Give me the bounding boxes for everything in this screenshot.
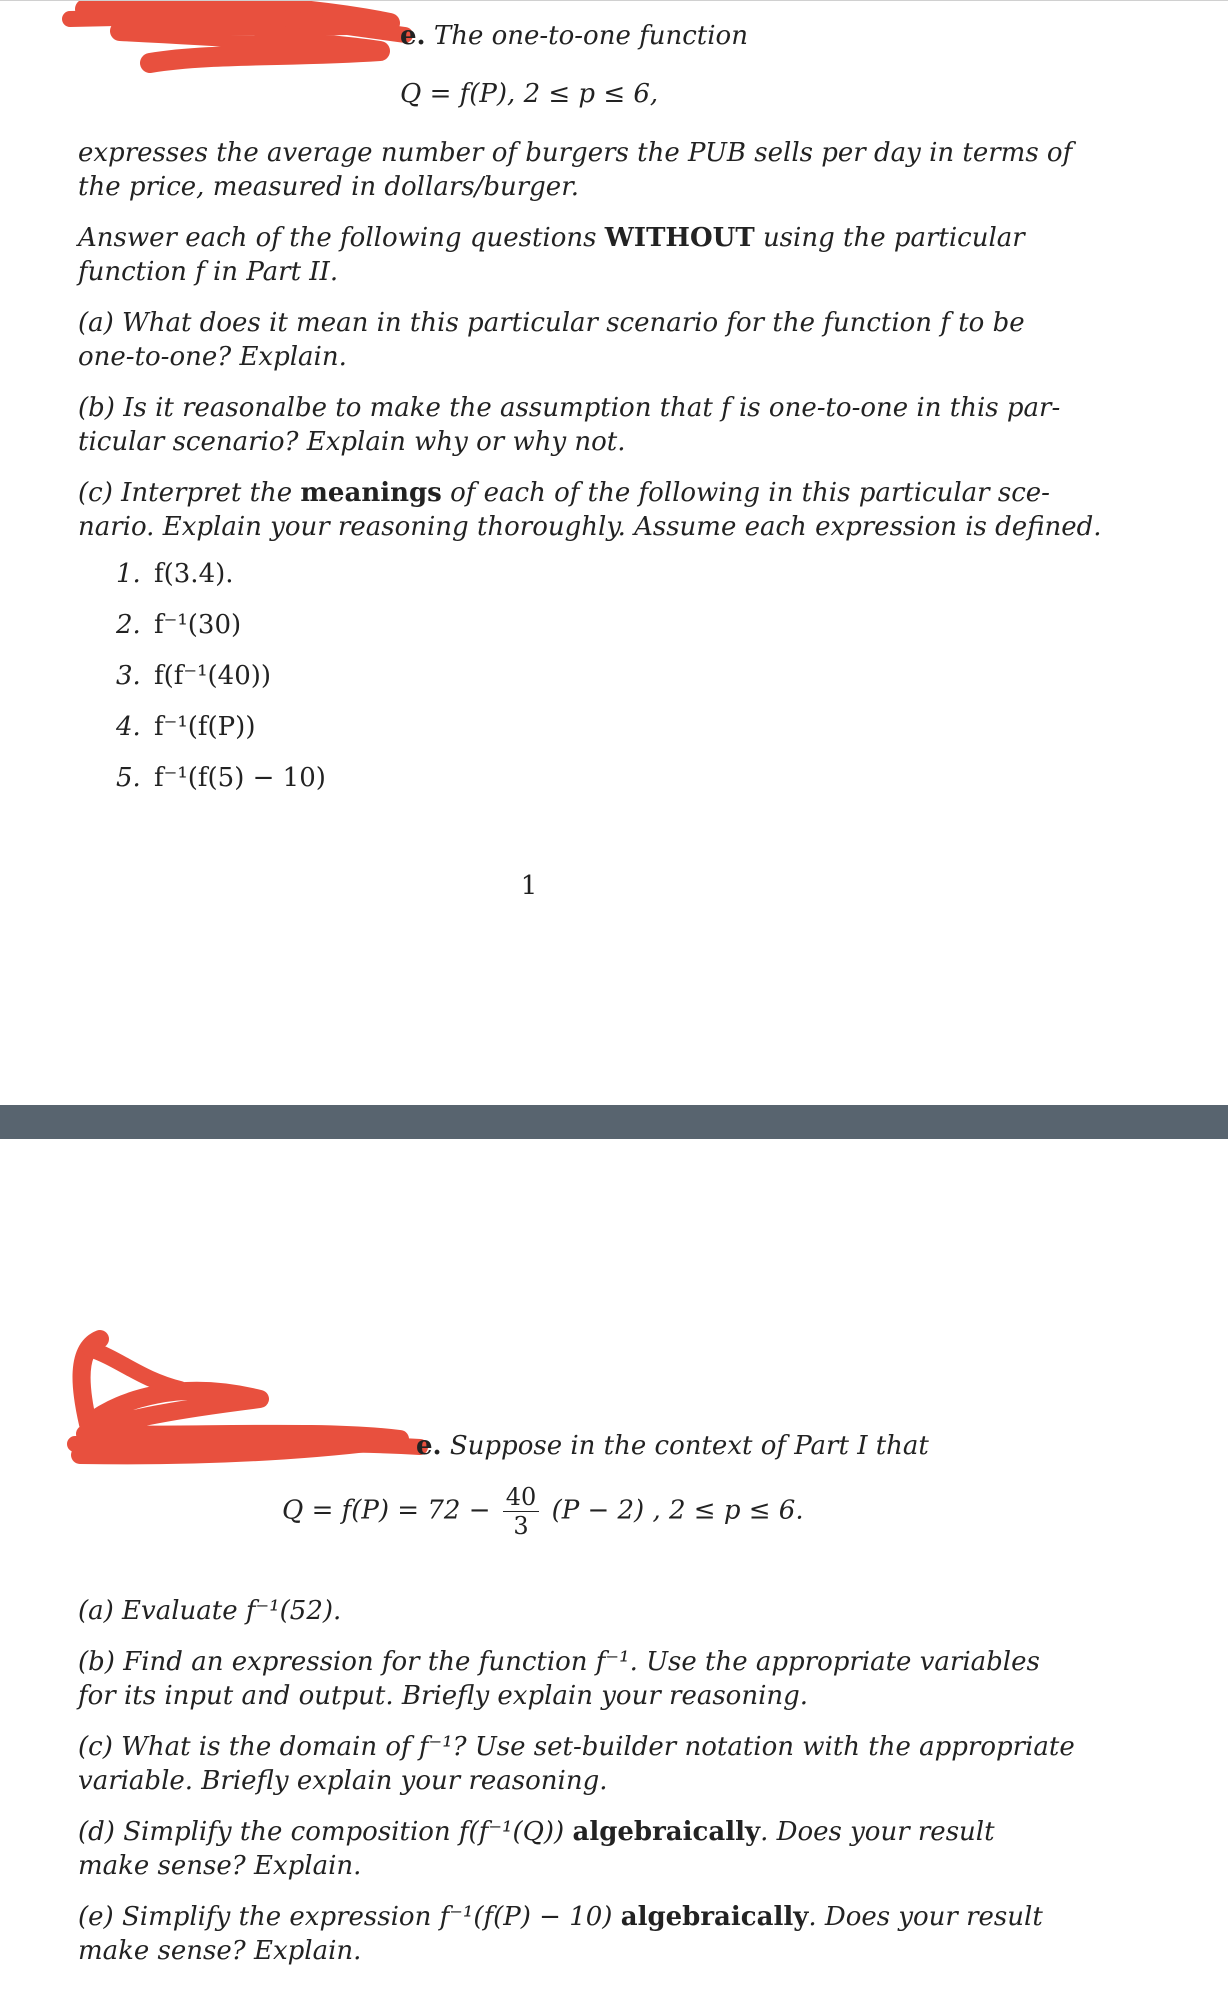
question-c-line2: variable. Briefly explain your reasoning. xyxy=(78,1766,608,1796)
question-d-line1 xyxy=(78,1815,995,1849)
list-item-expr: f(f⁻¹(40)) xyxy=(154,661,272,691)
question-c-line1 xyxy=(78,476,1050,510)
list-item-expr: f⁻¹(f(5) − 10) xyxy=(154,763,326,793)
fraction xyxy=(503,1483,540,1540)
question-c-line2: nario. Explain your reasoning thoroughly. Assume each expression is defined. xyxy=(78,512,1102,542)
redaction-scribble xyxy=(60,1,430,81)
page-2 xyxy=(0,1139,1228,2007)
question-e-bold: algebraically xyxy=(620,1902,809,1932)
page-divider xyxy=(0,1105,1228,1139)
list-item xyxy=(116,559,234,589)
question-b-line2: ticular scenario? Explain why or why not. xyxy=(78,427,626,457)
question-a: (a) Evaluate f⁻¹(52). xyxy=(78,1596,342,1626)
para2-text-a: Answer each of the following questions xyxy=(78,223,597,253)
list-item-expr: f⁻¹(30) xyxy=(154,610,242,640)
page-number: 1 xyxy=(520,871,538,901)
function-equation: Q = f(P), 2 ≤ p ≤ 6, xyxy=(400,79,659,109)
para2-bold: WITHOUT xyxy=(604,223,755,253)
list-item xyxy=(116,661,271,691)
para2-line1 xyxy=(78,221,1025,255)
list-item-number: 2. xyxy=(116,610,141,640)
question-e-line1 xyxy=(78,1900,1043,1934)
list-item-number: 3. xyxy=(116,661,141,691)
list-item-expr: f(3.4). xyxy=(154,559,234,589)
question-c-text-a: (c) Interpret the xyxy=(78,478,293,508)
question-d-bold: algebraically xyxy=(572,1817,761,1847)
question-b-line1: (b) Find an expression for the function f⁻¹. Use the appropriate variables xyxy=(78,1647,1040,1677)
question-c-line1: (c) What is the domain of f⁻¹? Use set-builder notation with the appropriate xyxy=(78,1732,1075,1762)
question-a-line2: one-to-one? Explain. xyxy=(78,342,347,372)
question-e-line2: make sense? Explain. xyxy=(78,1936,362,1966)
list-item xyxy=(116,610,241,640)
question-a-line1: (a) What does it mean in this particular scenario for the function f to be xyxy=(78,308,1025,338)
part-heading-text: Suppose in the context of Part I that xyxy=(449,1431,929,1461)
list-item xyxy=(116,763,326,793)
question-d-text-b: . Does your result xyxy=(760,1817,995,1847)
para1-line1: expresses the average number of burgers the PUB sells per day in terms of xyxy=(78,138,1073,168)
function-equation xyxy=(282,1483,804,1540)
list-item-number: 4. xyxy=(116,712,141,742)
fraction-denominator: 3 xyxy=(513,1512,529,1540)
list-item-expr: f⁻¹(f(P)) xyxy=(154,712,256,742)
equation-left: Q = f(P) = 72 − xyxy=(282,1495,491,1526)
para2-text-b: using the particular xyxy=(762,223,1025,253)
para2-line2: function f in Part II. xyxy=(78,257,339,287)
question-b-line1: (b) Is it reasonalbe to make the assumption that f is one-to-one in this par- xyxy=(78,393,1061,423)
part-heading xyxy=(416,1429,929,1463)
list-item xyxy=(116,712,255,742)
part-heading-bold: e. xyxy=(400,21,426,51)
question-c-bold: meanings xyxy=(300,478,442,508)
list-item-number: 1. xyxy=(116,559,141,589)
list-item-number: 5. xyxy=(116,763,141,793)
question-d-line2: make sense? Explain. xyxy=(78,1851,362,1881)
equation-right: (P − 2) , 2 ≤ p ≤ 6. xyxy=(551,1495,804,1526)
part-heading-bold: e. xyxy=(416,1431,442,1461)
question-b-line2: for its input and output. Briefly explain your reasoning. xyxy=(78,1681,809,1711)
question-d-text-a: (d) Simplify the composition f(f⁻¹(Q)) xyxy=(78,1817,565,1847)
part-heading xyxy=(400,19,748,53)
question-e-text-b: . Does your result xyxy=(808,1902,1043,1932)
fraction-numerator: 40 xyxy=(503,1483,540,1512)
redaction-scribble xyxy=(60,1329,450,1469)
para1-line2: the price, measured in dollars/burger. xyxy=(78,172,580,202)
question-e-text-a: (e) Simplify the expression f⁻¹(f(P) − 10) xyxy=(78,1902,613,1932)
question-c-text-b: of each of the following in this particular sce- xyxy=(450,478,1050,508)
part-heading-text: The one-to-one function xyxy=(433,21,748,51)
